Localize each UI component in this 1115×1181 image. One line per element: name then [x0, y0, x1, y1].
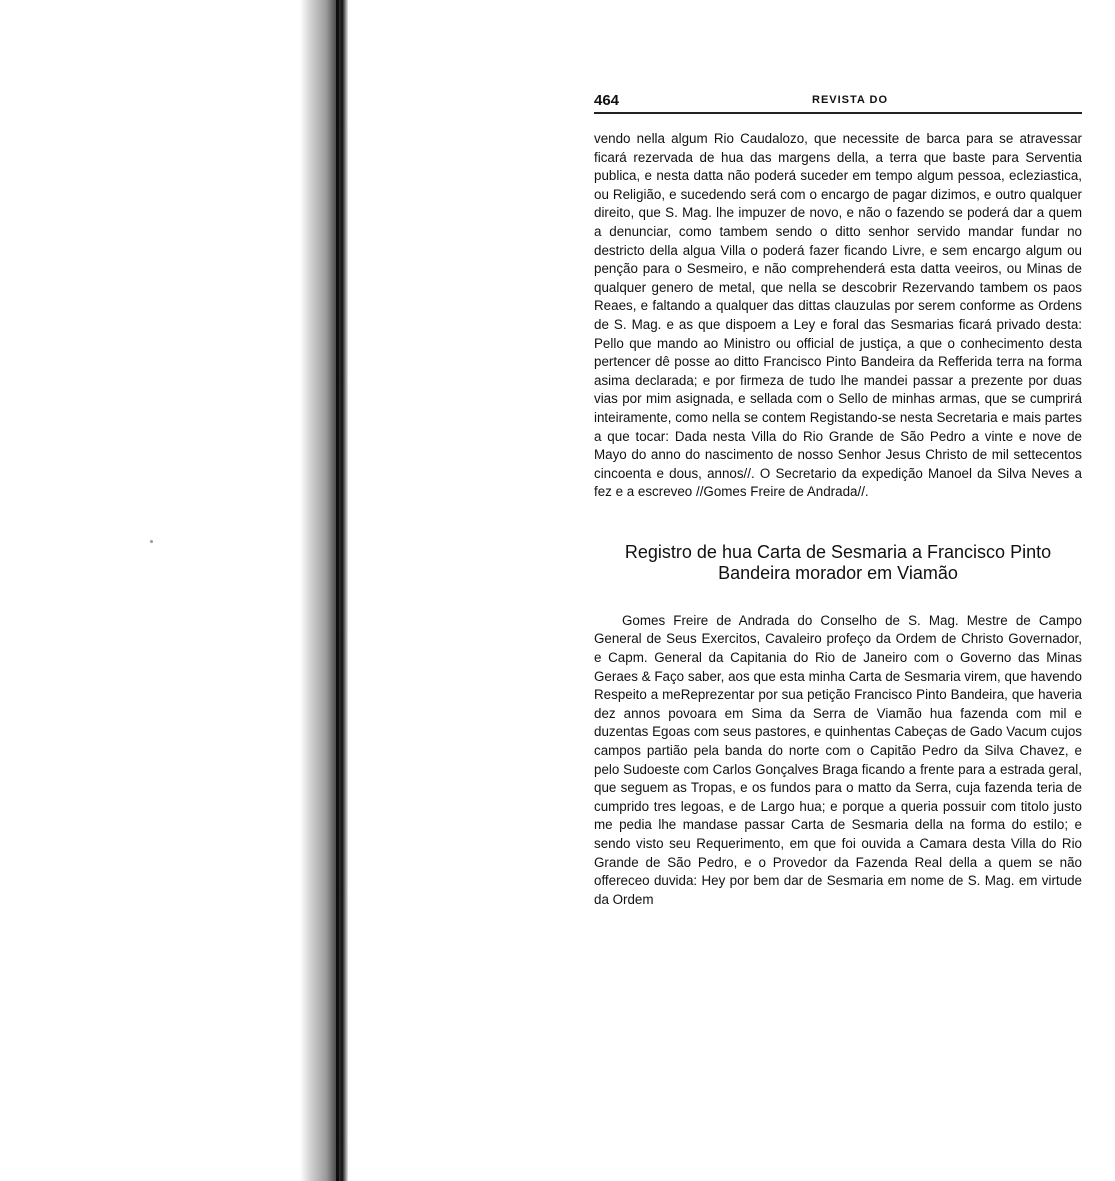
- scan-speck: [150, 540, 153, 543]
- body-paragraph-2: Gomes Freire de Andrada do Conselho de S. Mag. Mestre de Campo General de Seus Exercitos, Cavaleiro profeço da Ordem de Christo Governador, e Capm. General da Capitania do Rio de Janeiro com o Governo das Minas Geraes & Faço saber, aos que esta minha Carta de Sesmaria virem, que havendo Respeito a meReprezentar por sua petição Francisco Pinto Bandeira, que haveria dez annos povoara em Sima da Serra de Viamão hua fazenda com mil e duzentas Egoas com seus pastores, e quinhentas Cabeças de Gado Vacum cujos campos partião pela banda do norte com o Capitão Pedro da Silva Chavez, e pelo Sudoeste com Carlos Gonçalves Braga ficando a frente para a estrada geral, que seguem as Tropas, e os fundos para o matto da Serra, cuja fazenda teria de cumprido tres legoas, e de Largo hua; e porque a queria possuir com titolo justo me pedia lhe mandase passar Carta de Sesmaria della na forma do estilo; e sendo visto seu Requerimento, em que foi ouvida a Camara desta Villa do Rio Grande de São Pedro, e o Provedor da Fazenda Real della a quem se não offereceo duvida: Hey por bem dar de Sesmaria em nome de S. Mag. em virtude da Ordem: [594, 612, 1082, 907]
- page-number: 464: [594, 92, 620, 109]
- book-gutter-shadow: [300, 0, 348, 1181]
- body-paragraph-1: vendo nella algum Rio Caudalozo, que necessite de barca para se atravessar ficará rezervada de hua das margens della, a terra que baste para Serventia publica, e nesta datta não poderá suceder em tempo algum pessoa, ecleziastica, ou Religião, e sucedendo será com o encargo de pagar dizimos, e outro qualquer direito, que S. Mag. lhe impuzer de novo, e não o fazendo se poderá dar a quem a denunciar, como tambem sendo o ditto senhor servido mandar fundar no destricto della algua Villa o poderá fazer ficando Livre, e sem encargo algum ou penção para o Sesmeiro, e não comprehenderá esta datta veeiros, ou Minas de qualquer genero de metal, que nella se descobrir Rezervando tambem os paos Reaes, e faltando a qualquer das dittas clauzulas por serem conforme as Ordens de S. Mag. e as que dispoem a Ley e foral das Sesmarias ficará privado desta: Pello que mando ao Ministro ou official de justiça, a que o conhecimento desta pertencer dê posse ao ditto Francisco Pinto Bandeira da Refferida terra na forma asima declarada; e por firmeza de tudo lhe mandei passar a prezente por duas vias por mim asignada, e sellada com o Sello de minhas armas, que se cumprirá inteiramente, como nella se contem Registando-se nesta Secretaria e mais partes a que tocar: Dada nesta Villa do Rio Grande de São Pedro a vinte e nove de Mayo do anno do nascimento de nosso Senhor Jesus Christo de mil settecentos cincoenta e dous, annos//. O Secretario da expedição Manoel da Silva Neves a fez e a escreveo //Gomes Freire de Andrada//.: [594, 131, 1082, 500]
- section-heading: Registro de hua Carta de Sesmaria a Francisco Pinto Bandeira morador em Viamão: [624, 541, 1052, 583]
- book-page: [594, 90, 1082, 909]
- running-head: [594, 90, 1082, 114]
- running-title: REVISTA DO: [812, 94, 889, 106]
- book-gutter-edge: [336, 0, 339, 1181]
